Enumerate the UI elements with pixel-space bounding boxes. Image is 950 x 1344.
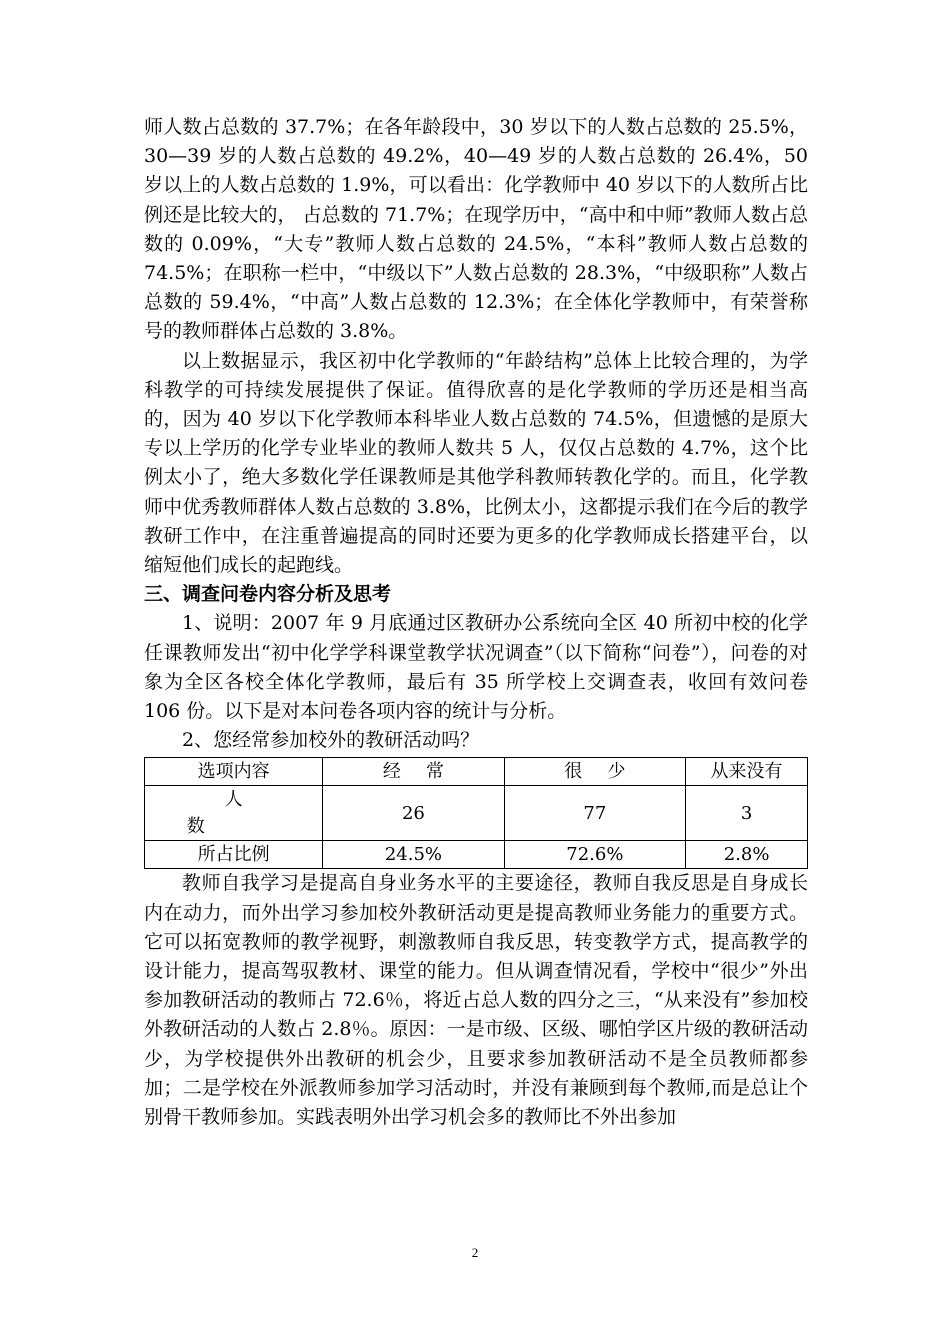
table-header-cell: 从来没有 — [686, 758, 808, 786]
table-row-label: 人数 — [186, 789, 319, 838]
table-header-row — [145, 758, 808, 786]
table-row — [145, 786, 808, 841]
table-cell: 所占比例 — [145, 841, 323, 869]
table-header-label: 经常 — [382, 761, 470, 783]
table-header-cell: 选项内容 — [145, 758, 323, 786]
paragraph-explanation: 1、说明：2007 年 9 月底通过区教研办公系统向全区 40 所初中校的化学任课教师发出“初中化学学科课堂教学状况调查”（以下简称“问卷”），问卷的对象为全区各校全体化学教师，最后有 35 所学校上交调查表，收回有效问卷 106 份。以下是对本问卷各项内容的统计与分析。 — [144, 612, 808, 723]
table-cell: 24.5% — [323, 841, 504, 869]
paragraph-statistics: 师人数占总数的 37.7%；在各年龄段中，30 岁以下的人数占总数的 25.5%，30—39 岁的人数占总数的 49.2%，40—49 岁的人数占总数的 26.4%，50 岁以上的人数占总数的 1.9%，可以看出：化学教师中 40 岁以下的人数所占比例还是比较大的， 占总数的 71.7%；在现学历中，“高中和中师”教师人数占总数的 0.09%，“大专”教师人数占总数的 24.5%，“本科”教师人数占总数的 74.5%；在职称一栏中，“中级以下”人数占总数的 28.3%，“中级职称”人数占总数的 59.4%，“中高”人数占总数的 12.3%；在全体化学教师中，有荣誉称号的教师群体占总数的 3.8%。 — [144, 116, 808, 343]
table-cell: 77 — [504, 786, 685, 841]
table-header-label: 很少 — [564, 761, 651, 783]
table-cell: 26 — [323, 786, 504, 841]
document-body — [144, 113, 808, 1132]
survey-question: 2、您经常参加校外的教研活动吗？ — [182, 729, 480, 752]
table-cell — [145, 786, 323, 841]
survey-table — [144, 757, 808, 869]
table-cell: 72.6% — [504, 841, 685, 869]
page-number: 2 — [471, 1245, 479, 1260]
section-heading: 三、调查问卷内容分析及思考 — [144, 583, 392, 606]
table-header-cell — [504, 758, 685, 786]
table-cell: 2.8% — [686, 841, 808, 869]
paragraph-discussion: 教师自我学习是提高自身业务水平的主要途径，教师自我反思是自身成长内在动力，而外出学习参加校外教研活动更是提高教师业务能力的重要方式。它可以拓宽教师的教学视野，刺激教师自我反思，转变教学方式，提高教学的设计能力，提高驾驭教材、课堂的能力。但从调查情况看，学校中“很少”外出参加教研活动的教师占 72.6％，将近占总人数的四分之三，“从来没有”参加校外教研活动的人数占 2.8％。原因：一是市级、区级、哪怕学区片级的教研活动少，为学校提供外出教研的机会少，且要求参加教研活动不是全员教师都参加；二是学校在外派教师参加学习活动时，并没有兼顾到每个教师,而是总让个别骨干教师参加。实践表明外出学习机会多的教师比不外出参加 — [144, 872, 808, 1129]
table-header-cell — [323, 758, 504, 786]
table-cell: 3 — [686, 786, 808, 841]
table-row — [145, 841, 808, 869]
paragraph-analysis: 以上数据显示，我区初中化学教师的“年龄结构”总体上比较合理的，为学科教学的可持续发展提供了保证。值得欣喜的是化学教师的学历还是相当高的，因为 40 岁以下化学教师本科毕业人数占总数的 74.5%，但遗憾的是原大专以上学历的化学专业毕业的教师人数共 5 人，仅仅占总数的 4.7%，这个比例太小了，绝大多数化学任课教师是其他学科教师转教化学的。而且，化学教师中优秀教师群体人数占总数的 3.8%，比例太小，这都提示我们在今后的教学教研工作中，在注重普遍提高的同时还要为更多的化学教师成长搭建平台，以缩短他们成长的起跑线。 — [144, 349, 808, 577]
